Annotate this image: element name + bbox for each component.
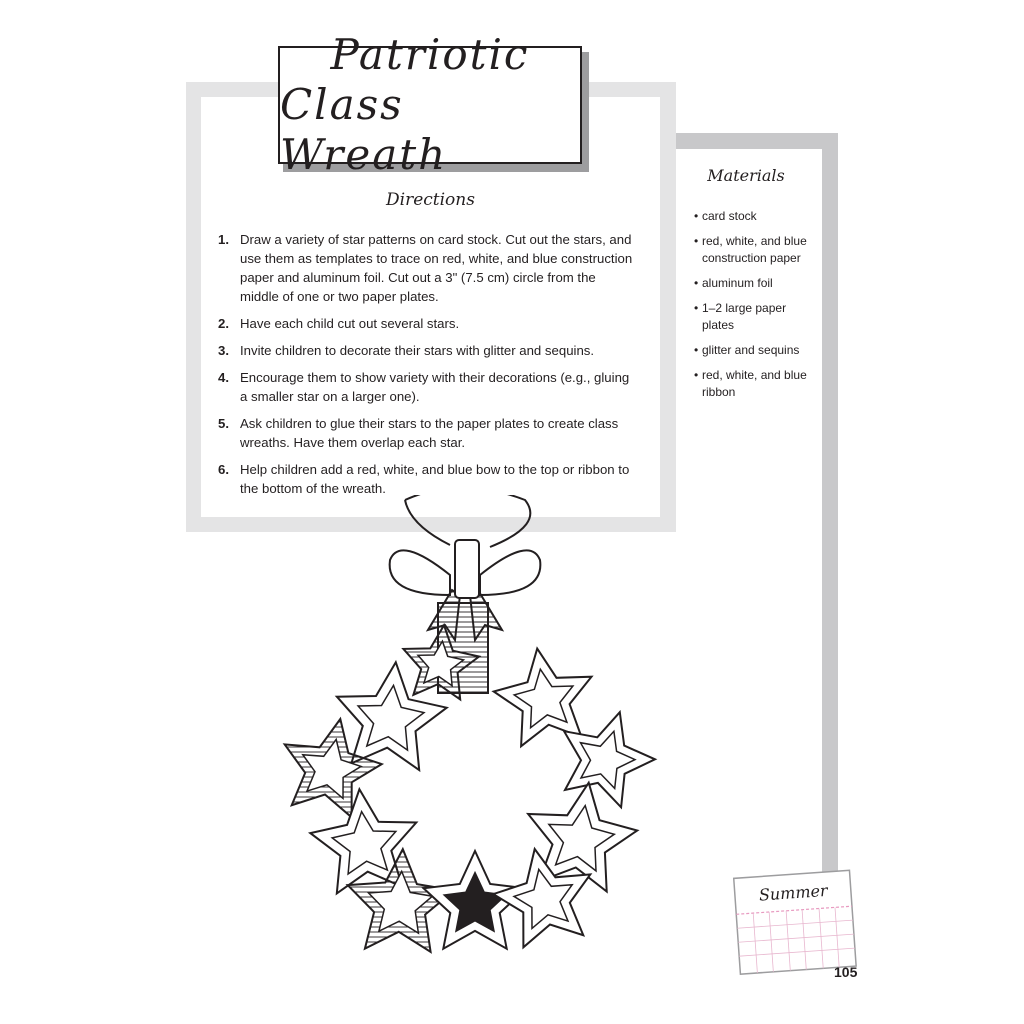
title-line-1: Patriotic [330,30,530,79]
material-text: aluminum foil [702,276,773,290]
step-number: 3. [218,343,229,358]
title-line-2: Class Wreath [280,80,448,179]
calendar-icon [733,868,863,978]
material-text: red, white, and blue construction paper [702,234,807,265]
material-item [694,233,812,267]
step-text: Draw a variety of star patterns on card stock. Cut out the stars, and use them as templates to trace on red, white, and blue construction paper and aluminum foil. Cut out a 3" (7.5 cm) circle from the middle of one or two paper plates. [240,232,633,304]
step-text: Invite children to decorate their stars with glitter and sequins. [240,343,595,358]
materials-list [694,208,812,409]
step-number: 5. [218,416,229,431]
step-text: Help children add a red, white, and blue bow to the top or ribbon to the bottom of the wreath. [240,462,630,496]
direction-step [218,414,638,452]
page-title [278,30,582,179]
bullet-icon: • [694,343,699,357]
directions-list [218,230,638,506]
direction-step [218,460,638,498]
material-item [694,275,812,292]
bullet-icon: • [694,276,699,290]
bullet-icon: • [694,368,699,382]
directions-heading: Directions [386,190,475,210]
step-number: 1. [218,232,229,247]
page-number: 105 [834,964,858,980]
step-number: 6. [218,462,229,477]
direction-step [218,341,638,360]
material-text: glitter and sequins [702,343,800,357]
step-text: Encourage them to show variety with their decorations (e.g., gluing a smaller star on a larger one). [240,370,630,404]
material-item [694,300,812,334]
step-number: 2. [218,316,229,331]
step-text: Have each child cut out several stars. [240,316,460,331]
material-text: 1–2 large paper plates [702,301,787,332]
material-text: red, white, and blue ribbon [702,368,807,399]
season-label: Summer [758,880,829,905]
wreath-star [494,649,592,747]
materials-heading: Materials [707,166,785,185]
material-item [694,342,812,359]
material-text: card stock [702,209,757,223]
star-wreath-icon [260,495,680,965]
bullet-icon: • [694,209,699,223]
step-text: Ask children to glue their stars to the paper plates to create class wreaths. Have them overlap each star. [240,416,619,450]
material-item [694,367,812,401]
direction-step [218,314,638,333]
bullet-icon: • [694,234,699,248]
direction-step [218,230,638,306]
direction-step [218,368,638,406]
bullet-icon: • [694,301,699,315]
material-item [694,208,812,225]
step-number: 4. [218,370,229,385]
